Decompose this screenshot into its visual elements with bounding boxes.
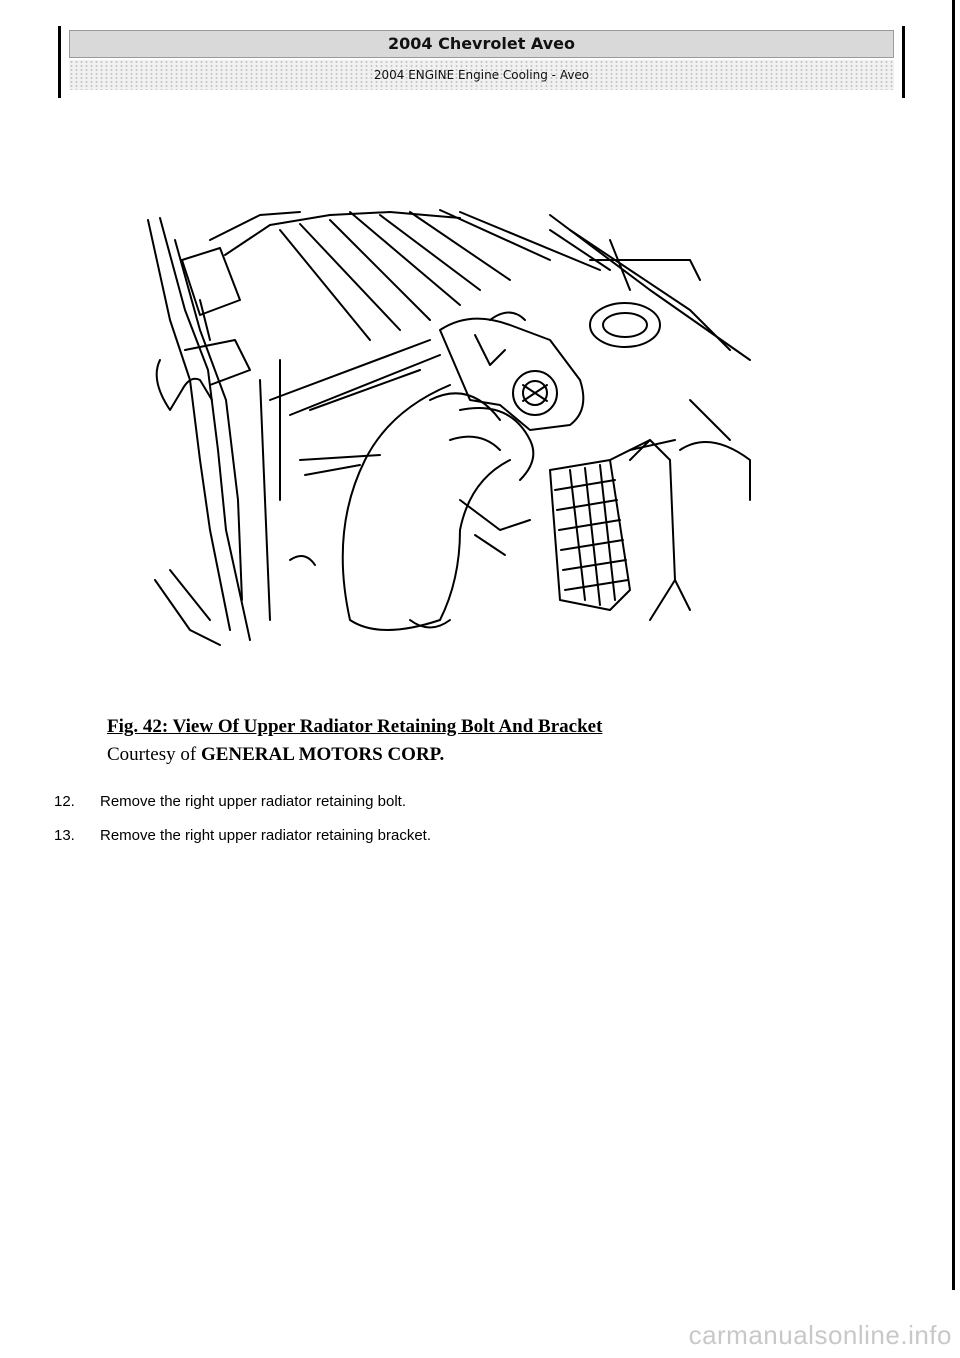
figure-caption: Fig. 42: View Of Upper Radiator Retaining Bolt And Bracket [107, 716, 603, 737]
document-header [58, 26, 905, 98]
step-number: 13. [54, 827, 75, 844]
procedure-step [54, 827, 431, 844]
document-title: 2004 Chevrolet Aveo [69, 30, 894, 58]
courtesy-prefix: Courtesy of [107, 744, 197, 765]
radiator-bracket-illustration [130, 200, 770, 650]
page-border-right [952, 0, 955, 1290]
courtesy-organization: GENERAL MOTORS CORP. [200, 744, 445, 765]
site-watermark: carmanualsonline.info [688, 1320, 952, 1350]
step-text: Remove the right upper radiator retaining bolt. [100, 793, 407, 810]
document-subtitle: 2004 ENGINE Engine Cooling - Aveo [69, 60, 894, 90]
step-number: 12. [54, 793, 75, 810]
figure-courtesy [107, 744, 444, 766]
step-text: Remove the right upper radiator retaining bracket. [100, 827, 432, 844]
procedure-step [54, 793, 406, 810]
